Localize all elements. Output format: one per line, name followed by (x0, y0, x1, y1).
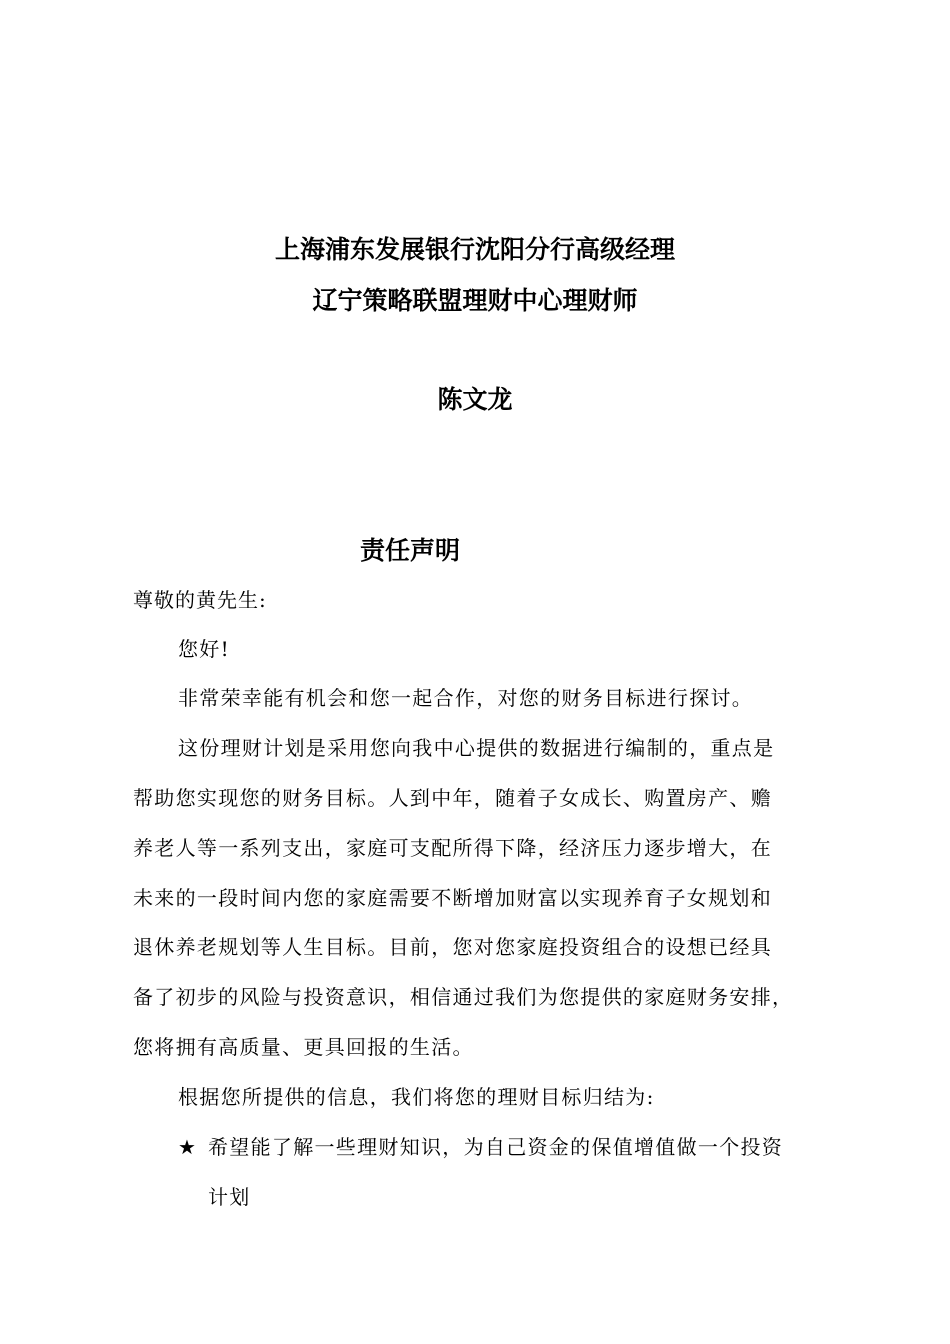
goal-text-line: 希望能了解一些理财知识，为自己资金的保值增值做一个投资 (208, 1135, 784, 1159)
paragraph-1: 非常荣幸能有机会和您一起合作，对您的财务目标进行探讨。 (178, 686, 754, 710)
paragraph-2-line: 备了初步的风险与投资意识，相信通过我们为您提供的家庭财务安排， (133, 985, 794, 1009)
paragraph-2-line: 您将拥有高质量、更具回报的生活。 (133, 1035, 474, 1059)
paragraph-2-line: 帮助您实现您的财务目标。人到中年，随着子女成长、购置房产、赡 (133, 786, 772, 810)
author-name: 陈文龙 (437, 385, 513, 414)
statement-heading: 责任声明 (359, 536, 460, 565)
salutation: 尊敬的黄先生: (133, 588, 267, 612)
paragraph-2-line: 这份理财计划是采用您向我中心提供的数据进行编制的，重点是 (178, 736, 775, 760)
paragraph-2-line: 未来的一段时间内您的家庭需要不断增加财富以实现养育子女规划和 (133, 886, 772, 910)
title-line-2: 辽宁策略联盟理财中心理财师 (312, 286, 638, 315)
star-bullet-icon: ★ (178, 1135, 196, 1159)
title-line-1: 上海浦东发展银行沈阳分行高级经理 (274, 235, 675, 264)
paragraph-3: 根据您所提供的信息，我们将您的理财目标归结为: (178, 1085, 655, 1109)
greeting: 您好! (178, 637, 230, 661)
paragraph-2-line: 养老人等一系列支出，家庭可支配所得下降，经济压力逐步增大，在 (133, 836, 772, 860)
goal-text-line: 计划 (208, 1185, 251, 1209)
paragraph-2-line: 退休养老规划等人生目标。目前，您对您家庭投资组合的设想已经具 (133, 935, 772, 959)
